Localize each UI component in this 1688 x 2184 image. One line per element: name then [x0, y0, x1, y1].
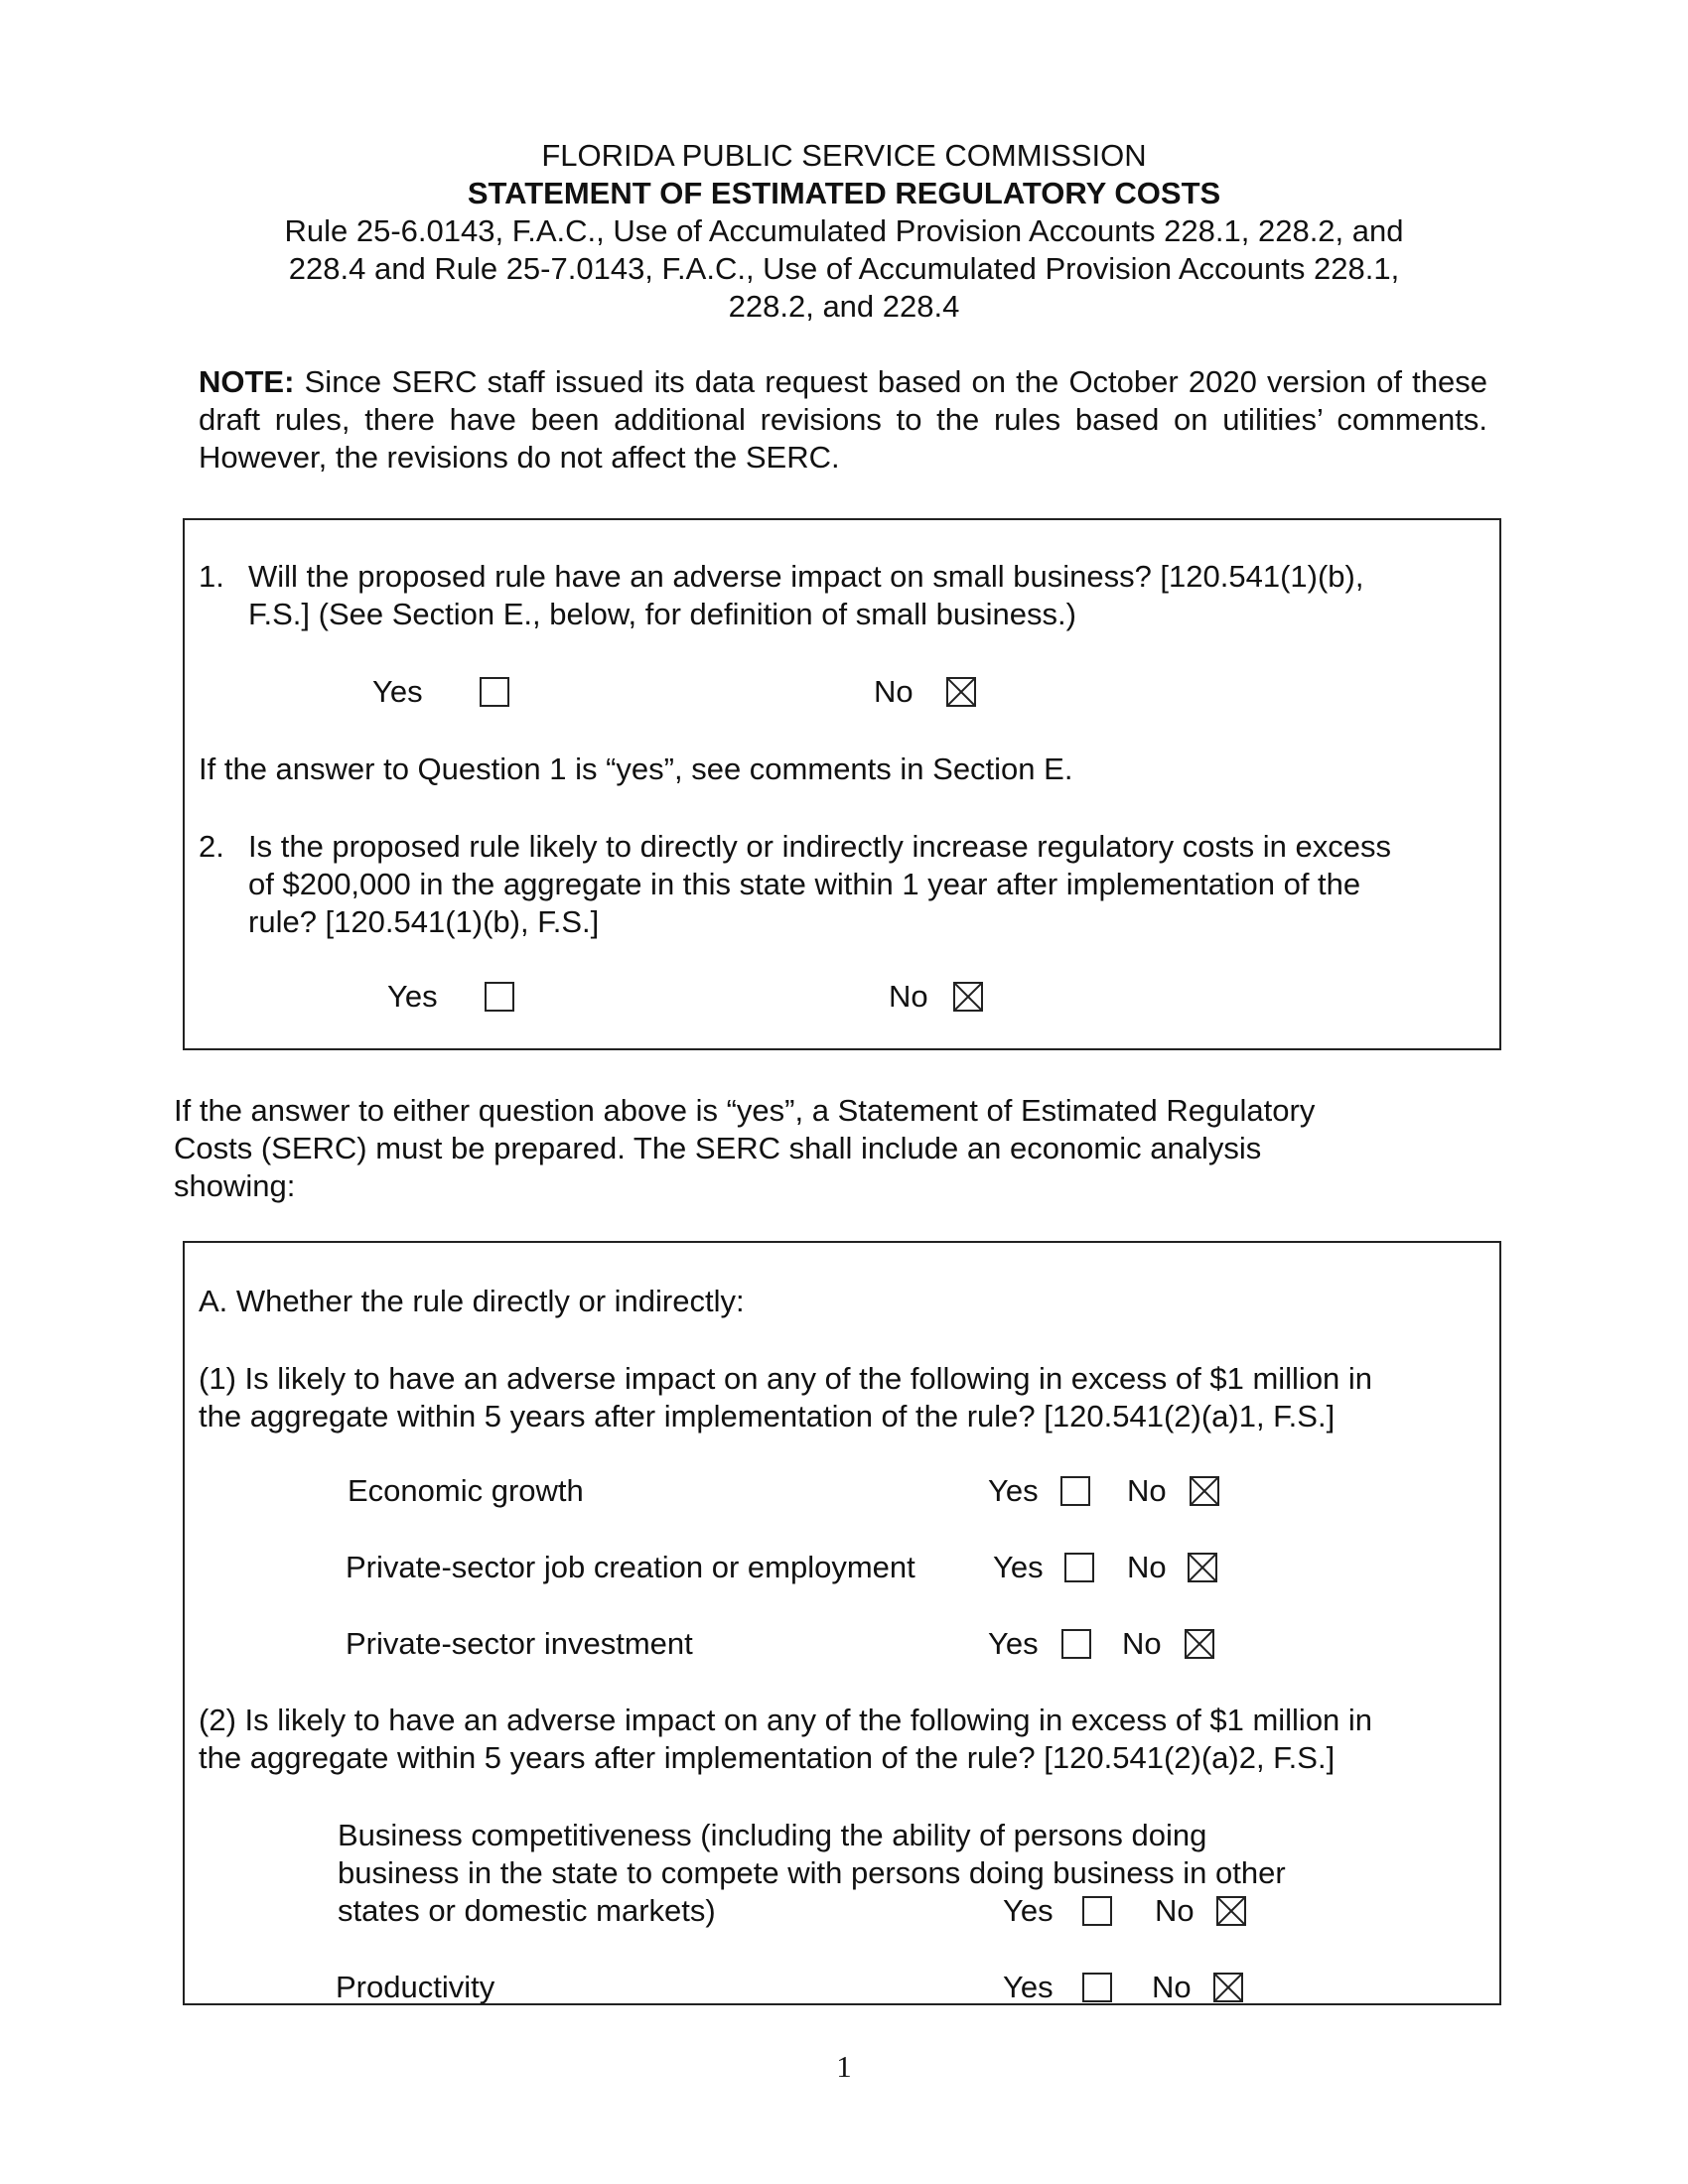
economic-growth-no-checkbox[interactable] [1190, 1476, 1219, 1506]
rule-title-line-3: 228.2, and 228.4 [728, 289, 960, 324]
question-2-yes-checkbox[interactable] [485, 982, 514, 1012]
business-competitiveness-no-checkbox[interactable] [1216, 1896, 1246, 1926]
economic-growth-yes-label: Yes [988, 1473, 1039, 1508]
question-2-no-checkbox[interactable] [953, 982, 983, 1012]
job-creation-yes-label: Yes [993, 1550, 1044, 1584]
document-title: STATEMENT OF ESTIMATED REGULATORY COSTS [467, 176, 1221, 210]
question-2-line-3: rule? [120.541(1)(b), F.S.] [248, 904, 600, 939]
productivity-label: Productivity [336, 1970, 495, 2004]
business-competitiveness-line-2: business in the state to compete with persons doing business in other [338, 1855, 1286, 1890]
checkmark-x-icon [955, 984, 981, 1010]
section-a-heading: A. Whether the rule directly or indirectly: [199, 1284, 745, 1318]
question-2-yes-label: Yes [387, 979, 438, 1014]
subsection-1-line-2: the aggregate within 5 years after implementation of the rule? [120.541(2)(a)1, F.S.] [199, 1399, 1336, 1433]
question-1-line-1: Will the proposed rule have an adverse impact on small business? [120.541(1)(b), [248, 559, 1364, 594]
question-1-no-checkbox[interactable] [946, 677, 976, 707]
question-2-line-2: of $200,000 in the aggregate in this state within 1 year after implementation of the [248, 867, 1361, 901]
job-creation-no-checkbox[interactable] [1188, 1553, 1217, 1582]
checkmark-x-icon [1187, 1631, 1212, 1657]
job-creation-yes-checkbox[interactable] [1064, 1553, 1094, 1582]
page-number: 1 [836, 2049, 852, 2084]
business-competitiveness-no-label: No [1155, 1893, 1195, 1928]
checkmark-x-icon [1192, 1478, 1217, 1504]
private-investment-label: Private-sector investment [346, 1626, 693, 1661]
job-creation-label: Private-sector job creation or employment [346, 1550, 915, 1584]
serc-requirement-line-2: Costs (SERC) must be prepared. The SERC shall include an economic analysis [174, 1131, 1262, 1165]
question-2-no-label: No [889, 979, 928, 1014]
serc-requirement-line-3: showing: [174, 1168, 296, 1203]
productivity-yes-checkbox[interactable] [1082, 1973, 1112, 2002]
note-label: NOTE: [199, 364, 295, 399]
checkmark-x-icon [1190, 1555, 1215, 1580]
rule-title-line-1: Rule 25-6.0143, F.A.C., Use of Accumulated Provision Accounts 228.1, 228.2, and [284, 213, 1404, 248]
checkmark-x-icon [1218, 1898, 1244, 1924]
checkmark-x-icon [1215, 1975, 1241, 2000]
subsection-1-line-1: (1) Is likely to have an adverse impact on any of the following in excess of $1 million in [199, 1361, 1373, 1396]
productivity-no-checkbox[interactable] [1213, 1973, 1243, 2002]
economic-growth-yes-checkbox[interactable] [1060, 1476, 1090, 1506]
subsection-2-line-1: (2) Is likely to have an adverse impact on any of the following in excess of $1 million in [199, 1703, 1373, 1737]
economic-growth-no-label: No [1127, 1473, 1167, 1508]
private-investment-yes-checkbox[interactable] [1061, 1629, 1091, 1659]
question-1-line-2: F.S.] (See Section E., below, for definition of small business.) [248, 597, 1076, 631]
business-competitiveness-line-1: Business competitiveness (including the ability of persons doing [338, 1818, 1207, 1852]
note-paragraph [199, 363, 1487, 477]
question-1-number: 1. [199, 559, 224, 594]
agency-name: FLORIDA PUBLIC SERVICE COMMISSION [541, 138, 1147, 173]
business-competitiveness-line-3: states or domestic markets) [338, 1893, 716, 1928]
productivity-yes-label: Yes [1003, 1970, 1054, 2004]
question-1-followup: If the answer to Question 1 is “yes”, see comments in Section E. [199, 751, 1073, 786]
question-1-no-label: No [874, 674, 914, 709]
serc-requirement-line-1: If the answer to either question above is “yes”, a Statement of Estimated Regulatory [174, 1093, 1316, 1128]
productivity-no-label: No [1152, 1970, 1192, 2004]
question-1-yes-checkbox[interactable] [480, 677, 509, 707]
business-competitiveness-yes-checkbox[interactable] [1082, 1896, 1112, 1926]
subsection-2-line-2: the aggregate within 5 years after implementation of the rule? [120.541(2)(a)2, F.S.] [199, 1740, 1336, 1775]
private-investment-no-label: No [1122, 1626, 1162, 1661]
note-text: Since SERC staff issued its data request based on the October 2020 version of these draft rules, there have been additional revisions to the rules based on utilities’ comments. However, the revisions do not affect the SERC. [199, 364, 1487, 475]
question-1-yes-label: Yes [372, 674, 423, 709]
business-competitiveness-yes-label: Yes [1003, 1893, 1054, 1928]
job-creation-no-label: No [1127, 1550, 1167, 1584]
private-investment-yes-label: Yes [988, 1626, 1039, 1661]
economic-growth-label: Economic growth [348, 1473, 584, 1508]
checkmark-x-icon [948, 679, 974, 705]
question-2-number: 2. [199, 829, 224, 864]
private-investment-no-checkbox[interactable] [1185, 1629, 1214, 1659]
rule-title-line-2: 228.4 and Rule 25-7.0143, F.A.C., Use of Accumulated Provision Accounts 228.1, [288, 251, 1400, 286]
question-2-line-1: Is the proposed rule likely to directly or indirectly increase regulatory costs in excess [248, 829, 1391, 864]
